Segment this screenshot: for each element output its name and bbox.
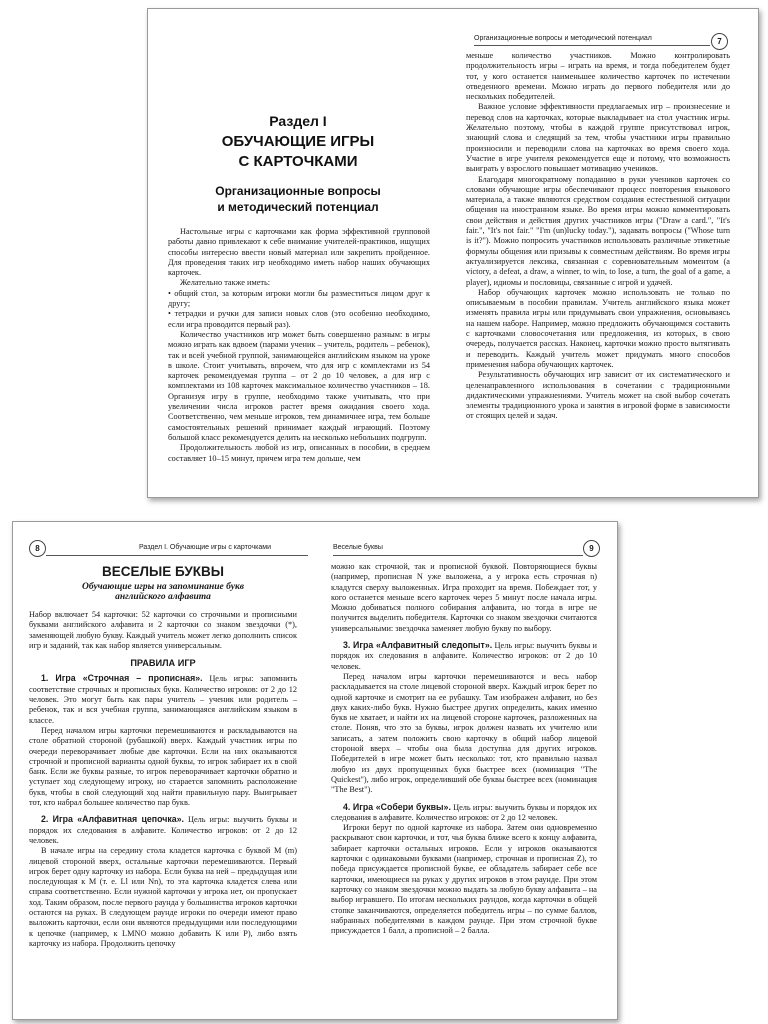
page-number: 7	[711, 33, 728, 50]
chapter-subtitle-line1: Обучающие игры на запоминание букв	[81, 582, 245, 592]
running-header: Организационные вопросы и методический потенциал	[474, 35, 652, 42]
section-title-line1: ОБУЧАЮЩИЕ ИГРЫ	[221, 133, 375, 150]
subtitle-line1: Организационные вопросы	[215, 184, 381, 198]
paragraph: меньше количество участников. Можно контролировать продолжительность игры – играть на время, и тогда победителем будет тот, у кого останется наименьшее количество карточек по истечении отведенного времени. Можно играть до первого победителя или до нескольких победителей.	[466, 51, 730, 102]
paragraph: Важное условие эффективности предлагаемых игр – произнесение и перевод слов на карточках, которые выкладывает на стол участник игры. Желательно поэтому, чтобы в каждой группе присутствовал игрок, знающий слова и следящий за тем, чтобы участники игры правильно произносили и переводили слова на карточках во время своего хода. Участие в игре учителя рекомендуется еще и потому, что возможность выиграть у взрослого повышает мотивацию учеников.	[466, 102, 730, 174]
paragraph: В начале игры на середину стола кладется карточка с буквой M (m) лицевой стороной вверх, остальные карточки перемешиваются. Первый игрок берет одну карточку из набора. Если буква на ней – предыдущая или последующая к M (т. е. Ll или Nn), то эта карточка кладется слева или справа соответственно. Если нужной карточки у игрока нет, он пропускает ход. Таким образом, после первого раунда у большинства игроков карточки остаются на руках. В следующем раунде игроки по очереди имеют право выложить карточки, если они являются предыдущими или последующими к цепочке (например, к LMNO можно добавить K или P), либо взять карточку из набора. Продолжить цепочку	[29, 846, 297, 948]
paragraph: Перед началом игры карточки перемешиваются и весь набор раскладывается на столе лицевой стороной вверх. Каждый игрок берет по одной карточке и смотрит на ее рубашку. Там изображен алфавит, но без двух каких-либо букв. Нужно быстрее других определить, каких именно букв не хватает, и найти их на лицевой стороне карточек, разложенных на столе. Поняв, что это за буквы, игрок должен назвать их учителю или записать, а затем положить свою карточку в общий набор лицевой стороной вверх – чтобы она была доступна для других игроков. Победителей в игре может быть несколько: тот, кто правильно назвал любую из двух пропущенных букв быстрее всех (номинация "The Quickest"), либо игрок, определивший обе буквы быстрее всех (номинация "The Best").	[331, 671, 597, 795]
paragraph: Набор обучающих карточек можно использовать не только по описываемым в пособии правилам. Учитель английского языка может изменять правила игры или придумывать свои упражнения, основываясь на нашем наборе. Например, можно предложить обучающимся составить с карточками словосочетания или предложения, из которых, в свою очередь, получается рассказ. Наконец, карточки можно просто вытягивать и переводить. Каждый учитель может придумать много способов применения набора обучающих карточек.	[466, 287, 730, 369]
header-rule-left	[46, 555, 308, 556]
page-number-right: 9	[583, 540, 600, 557]
section-label: Раздел I	[269, 113, 327, 129]
right-column	[331, 562, 597, 936]
paragraph: Количество участников игр может быть совершенно разным: в игры можно играть как вдвоем (парами ученик – учитель, родитель – ребенок), так и всей учебной группой, занимающейся английским языком на уроке в школе. Стоит учитывать, впрочем, что для игр с комплектами из 54 карточек рекомендуемая группа – от 2 до 10 человек, а для игр с комплектами из 108 карточек максимальное количество участников – 18. Организуя игру в группе, необходимо также учитывать, что при увеличении числа игроков растет время ожидания своего хода. Соответственно, чем меньше игроков, тем динамичнее игра, тем больше самостоятельных решений принимает каждый играющий. Поэтому большой класс рекомендуется делить на несколько небольших подгрупп.	[168, 329, 430, 442]
game-title: 4. Игра «Собери буквы».	[343, 801, 451, 812]
subtitle-line2: и методический потенциал	[217, 200, 379, 214]
paragraph: Желательно также иметь:	[180, 278, 271, 288]
list-item: • общий стол, за которым игроки могли бы разместиться лицом друг к другу;	[168, 288, 430, 309]
right-column	[466, 51, 730, 422]
rules-heading: ПРАВИЛА ИГР	[130, 658, 196, 669]
game-description: Цель игры: выучить буквы и порядок их следования в алфавите. Количество игроков: от 2 до 12 человек.	[331, 802, 597, 822]
right-running-header: Веселые буквы	[333, 544, 383, 551]
top-page	[147, 8, 759, 498]
left-column	[168, 227, 430, 464]
game-description: Цель игры: выучить буквы и порядок их следования в алфавите. Количество игроков: от 2 до 10 человек.	[331, 641, 598, 671]
section-title-line2: С КАРТОЧКАМИ	[238, 153, 358, 170]
game-title: 3. Игра «Алфавитный следопыт».	[343, 640, 493, 651]
game-description: Цель игры: запомнить соответствие строчных и прописных букв. Количество игроков: от 2 до 12 человек. Это могут быть как пары учитель – ученик или родитель – ребенок, так и вся учебная группа, занимающаяся английским языком в классе.	[29, 674, 297, 725]
paragraph: Перед началом игры карточки перемешиваются и раскладываются на столе обратной стороной (рубашкой) вверх. Каждый участник игры по очереди переворачивает любые две карточки. Если на них оказываются строчной и прописной варианты одной буквы, то игрок забирает их в свой банк. Если же буквы разные, то игрок переворачивает карточки обратно и уступает ход следующему игроку, но старается запомнить расположение букв, чтобы в свой следующий ход найти правильную пару. Выигрывает тот, кто набрал большее количество пар букв.	[29, 725, 297, 808]
paragraph: Игроки берут по одной карточке из набора. Затем они одновременно раскрывают свои карточки, и тот, чья буква ближе всего к концу алфавита, забирает карточки остальных игроков. Если у игроков оказываются карточки с одинаковыми буквами (например, строчная и прописная Z), то победа присуждается прописной букве, ее обладатель забирает себе все карточки, имеющиеся на руках у других игроков в этом раунде. При этом карточку со знаком звездочки можно выдать за любую букву алфавита – на выбор игравшего. По итогам нескольких раундов, когда карточки в общей стопке заканчиваются, определяется победитель игры – по сумме баллов, набранных победителями в каждом раунде. При этом строчной букве присуждается 1 балл, а прописной – 2 балла.	[331, 823, 597, 936]
chapter-subtitle-line2: английского алфавита	[115, 592, 211, 602]
paragraph: Настольные игры с карточками как форма эффективной групповой работы давно привлекают к себе внимание учителей-практиков, ищущих способы интересно ввести новый материал или закрепить пройденное. Для проведения таких игр необходимо иметь набор наших обучающих карточек.	[168, 227, 430, 278]
left-text	[29, 610, 297, 949]
header-rule-right	[333, 555, 583, 556]
header-rule	[474, 45, 710, 46]
list-item: • тетрадки и ручки для записи новых слов (это особенно необходимо, если игра проводится первый раз).	[168, 309, 430, 329]
game-description: Цель игры: выучить буквы и порядок их следования в алфавите. Количество игроков: от 2 до 12 человек.	[29, 815, 297, 845]
paragraph: Результативность обучающих игр зависит от их систематического и целенаправленного использования в сочетании с традиционными дидактическими упражнениями. Учитель может на свой выбор сочетать элементы традиционного урока и занятия в игровой форме в зависимости от стоящих целей и задач.	[466, 370, 730, 421]
game-title: 1. Игра «Строчная – прописная».	[41, 673, 203, 684]
game-title: 2. Игра «Алфавитная цепочка».	[41, 814, 184, 825]
paragraph: можно как строчной, так и прописной буквой. Повторяющиеся буквы (например, прописная N уже выложена, а у игрока есть строчная n) кладутся сверху выложенных. Игра проходит на время. Побеждает тот, у кого останется меньше всего карточек через 5 минут после начала игры. Можно добиваться полного собирания алфавита, но тогда в игре не получится выделить победителя. Карточки со знаком звездочки считаются универсальными: звездочка заменяет любую букву по выбору.	[331, 562, 597, 633]
left-column	[29, 562, 297, 949]
chapter-title: ВЕСЕЛЫЕ БУКВЫ	[102, 564, 224, 579]
left-running-header: Раздел I. Обучающие игры с карточками	[139, 544, 271, 551]
bottom-page	[12, 521, 618, 1020]
page-number-left: 8	[29, 540, 46, 557]
intro-paragraph: Набор включает 54 карточки: 52 карточки со строчными и прописными буквами английского алфавита и 2 карточки со знаком звездочки (*), заменяющей любую букву. Каждый учитель может легко дополнить список игр и заданий, так как набор является универсальным.	[29, 610, 297, 650]
paragraph: Продолжительность любой из игр, описанных в пособии, в среднем составляет 10–15 минут, причем игра тем дольше, чем	[168, 443, 430, 463]
paragraph: Благодаря многократному попаданию в руки учеников карточек со словами обучающие игры обеспечивают процесс повторения языкового материала, а также являются средством создания естественной ситуации общения на иностранном языке. Во время игры можно комментировать свои действия и действия других участников игры ("Draw a card.", "It's fair.", "It's not fair." "I'm (un)lucky today."), задавать вопросы ("Whose turn is it?"). Можно попросить участников использовать различные этикетные формулы общения или призывы к совместным действиям. Во время игры актуализируется лексика, связанная с соревновательным моментом (a victory, a defeat, a draw, a winner, to win, to lose, a turn, the goal of a game, a player), идиомы и пословицы, связанные с игрой и удачей.	[466, 174, 730, 287]
